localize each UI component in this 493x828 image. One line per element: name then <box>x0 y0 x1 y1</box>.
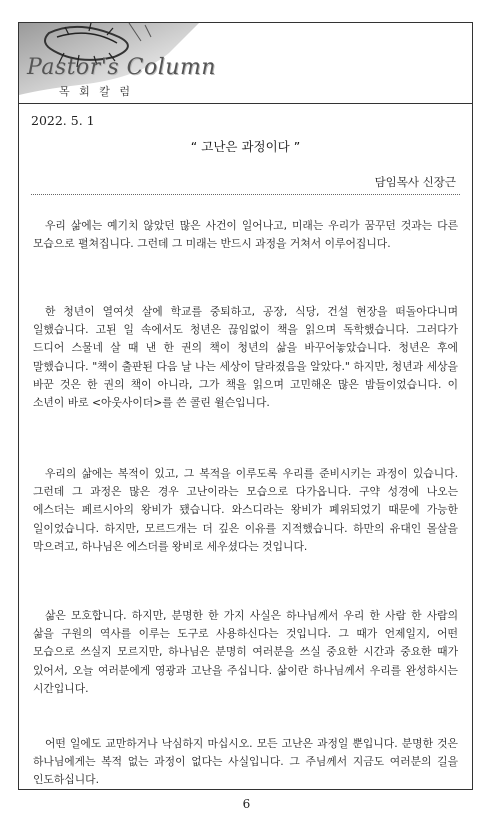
article-author: 담임목사 신장근 <box>374 175 456 189</box>
paragraph-2 <box>33 303 458 412</box>
column-subtitle: 목 회 칼 럼 <box>59 85 133 98</box>
paragraph-text: 우리의 삶에는 복적이 있고, 그 복적을 이루도록 우리를 준비시키는 과정이 있습니다. 그런데 그 과정은 많은 경우 고난이라는 모습으로 다가옵니다. 구약 성경에 나오는 에스더는 페르시아의 왕비가 됐습니다. 와스디라는 왕비가 폐위되었기 때문에 가능한 일이었습니다. 하지만, 모르드개는 더 깊은 이유를 지적했습니다. 하만의 유대인 몰살을 막으려고, 하나님은 에스더를 왕비로 세우셨다는 것입니다. <box>33 467 458 553</box>
article-date: 2022. 5. 1 <box>31 113 95 128</box>
paragraph-text: 어떤 일에도 교만하거나 낙심하지 마십시오. 모든 고난은 과정일 뿐입니다. 분명한 것은 하나님에게는 복적 없는 과정이 없다는 사실입니다. 그 주님께서 지금도 여러분의 길을 인도하십니다. <box>33 737 458 787</box>
paragraph-3 <box>33 465 458 556</box>
paragraph-1 <box>33 217 458 253</box>
column-title: Pastor's Column <box>27 55 216 80</box>
column-banner <box>19 23 472 104</box>
column-frame <box>18 22 473 790</box>
dotted-divider <box>31 194 460 195</box>
page-number: 6 <box>242 797 251 811</box>
paragraph-text: 한 청년이 열여섯 살에 학교를 중퇴하고, 공장, 식당, 건설 현장을 떠돌아다니며 일했습니다. 고된 일 속에서도 청년은 끊임없이 책을 읽으며 독학했습니다. 그러다가 드디어 스물네 살 때 낸 한 권의 책이 청년의 삶을 바꾸어놓았습니다. 청년은 후에 말했습니다. "책이 출판된 다음 날 나는 세상이 달라졌음을 알았다." 하지만, 청년과 세상을 바꾼 것은 한 권의 책이 아니라, 그가 책을 읽으며 고민해온 많은 밤들이었습니다. 이 소년이 바로 <아웃사이더>를 쓴 콜린 윌슨입니다. <box>33 305 458 410</box>
paragraph-5 <box>33 735 458 790</box>
article-title: “ 고난은 과정이다 ” <box>190 139 301 154</box>
paragraph-4 <box>33 607 458 698</box>
paragraph-text: 우리 삶에는 예기치 않았던 많은 사건이 일어나고, 미래는 우리가 꿈꾸던 것과는 다른 모습으로 펼쳐집니다. 그런데 그 미래는 반드시 과정을 거쳐서 이루어집니다. <box>33 219 458 251</box>
paragraph-text: 삶은 모호합니다. 하지만, 분명한 한 가지 사실은 하나님께서 우리 한 사람 한 사람의 삶을 구원의 역사를 이루는 도구로 사용하신다는 것입니다. 그 때가 언제일지, 어떤 모습으로 쓰실지 모르지만, 하나님은 분명히 여러분을 쓰실 중요한 시간과 중요한 때가 있어서, 오늘 여러분에게 영광과 고난을 주십니다. 삶이란 하나님께서 우리를 완성하시는 시간입니다. <box>33 609 458 695</box>
